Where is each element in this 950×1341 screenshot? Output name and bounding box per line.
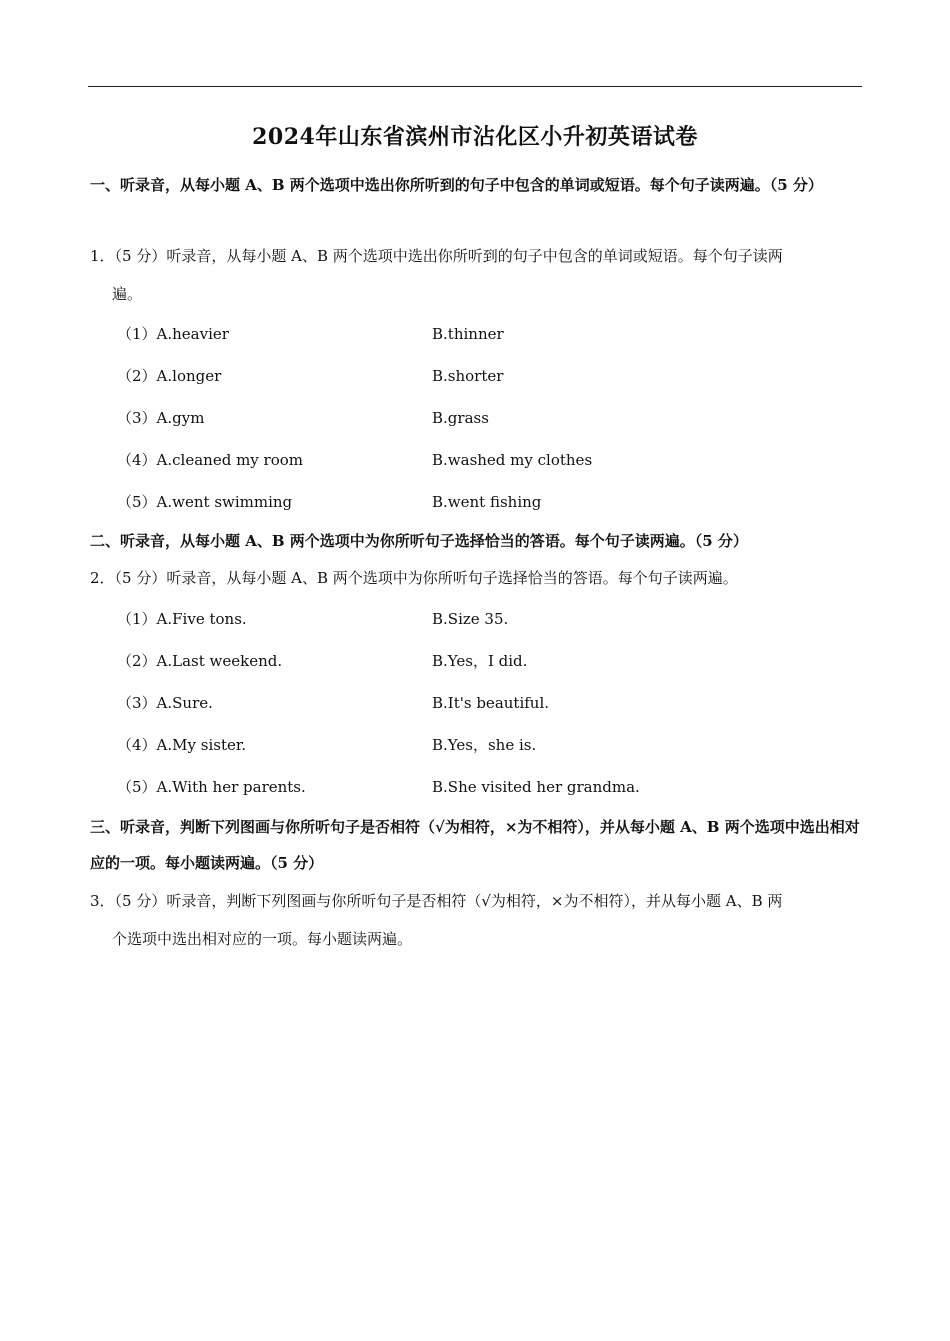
question-3-line-1: 3．（5 分）听录音，判断下列图画与你所听句子是否相符（√为相符，×为不相符），并从每小题 A、B 两 bbox=[90, 892, 783, 910]
question-3-line-2: 个选项中选出相对应的一项。每小题读两遍。 bbox=[112, 930, 413, 948]
header-rule bbox=[88, 86, 862, 87]
option-a[interactable]: （3）A.gym bbox=[117, 409, 205, 427]
section-2-heading: 二、听录音，从每小题 A、B 两个选项中为你所听句子选择恰当的答语。每个句子读两遍。（5 分） bbox=[90, 532, 748, 550]
option-a[interactable]: （1）A.heavier bbox=[117, 325, 229, 343]
option-a[interactable]: （2）A.Last weekend. bbox=[117, 652, 283, 670]
question-1-line-2: 遍。 bbox=[112, 285, 143, 303]
q1-option-row bbox=[117, 364, 862, 388]
option-b[interactable]: B.went fishing bbox=[432, 493, 542, 511]
option-a[interactable]: （2）A.longer bbox=[117, 367, 222, 385]
q1-option-row bbox=[117, 406, 862, 430]
option-a[interactable]: （4）A.My sister. bbox=[117, 736, 247, 754]
option-a[interactable]: （3）A.Sure. bbox=[117, 694, 213, 712]
option-b[interactable]: B.grass bbox=[432, 409, 489, 427]
question-1 bbox=[90, 237, 862, 313]
option-b[interactable]: B.Size 35. bbox=[432, 610, 509, 628]
q2-option-row bbox=[117, 733, 862, 757]
section-1-heading: 一、听录音，从每小题 A、B 两个选项中选出你所听到的句子中包含的单词或短语。每个句子读两遍。（5 分） bbox=[90, 176, 823, 194]
q2-option-row bbox=[117, 691, 862, 715]
option-b[interactable]: B.She visited her grandma. bbox=[432, 778, 640, 796]
option-b[interactable]: B.Yes，I did. bbox=[432, 652, 528, 670]
option-b[interactable]: B.shorter bbox=[432, 367, 504, 385]
question-2 bbox=[90, 559, 862, 597]
option-b[interactable]: B.thinner bbox=[432, 325, 504, 343]
option-b[interactable]: B.washed my clothes bbox=[432, 451, 593, 469]
q1-option-row bbox=[117, 448, 862, 472]
question-1-line-1: 1．（5 分）听录音，从每小题 A、B 两个选项中选出你所听到的句子中包含的单词或短语。每个句子读两 bbox=[90, 247, 783, 265]
option-a[interactable]: （4）A.cleaned my room bbox=[117, 451, 303, 469]
option-a[interactable]: （5）A.went swimming bbox=[117, 493, 293, 511]
q2-option-row bbox=[117, 607, 862, 631]
question-2-line-1: 2．（5 分）听录音，从每小题 A、B 两个选项中为你所听句子选择恰当的答语。每个句子读两遍。 bbox=[90, 569, 738, 587]
q2-option-row bbox=[117, 775, 862, 799]
exam-title: 2024年山东省滨州市沾化区小升初英语试卷 bbox=[252, 124, 698, 150]
q1-option-row bbox=[117, 490, 862, 514]
section-3-heading: 三、听录音，判断下列图画与你所听句子是否相符（√为相符，×为不相符），并从每小题 A、B 两个选项中选出相对应的一项。每小题读两遍。（5 分） bbox=[90, 818, 860, 872]
option-a[interactable]: （1）A.Five tons. bbox=[117, 610, 247, 628]
q2-option-row bbox=[117, 649, 862, 673]
option-b[interactable]: B.Yes，she is. bbox=[432, 736, 537, 754]
option-a[interactable]: （5）A.With her parents. bbox=[117, 778, 306, 796]
option-b[interactable]: B.It's beautiful. bbox=[432, 694, 550, 712]
question-3 bbox=[90, 882, 862, 958]
q1-option-row bbox=[117, 322, 862, 346]
